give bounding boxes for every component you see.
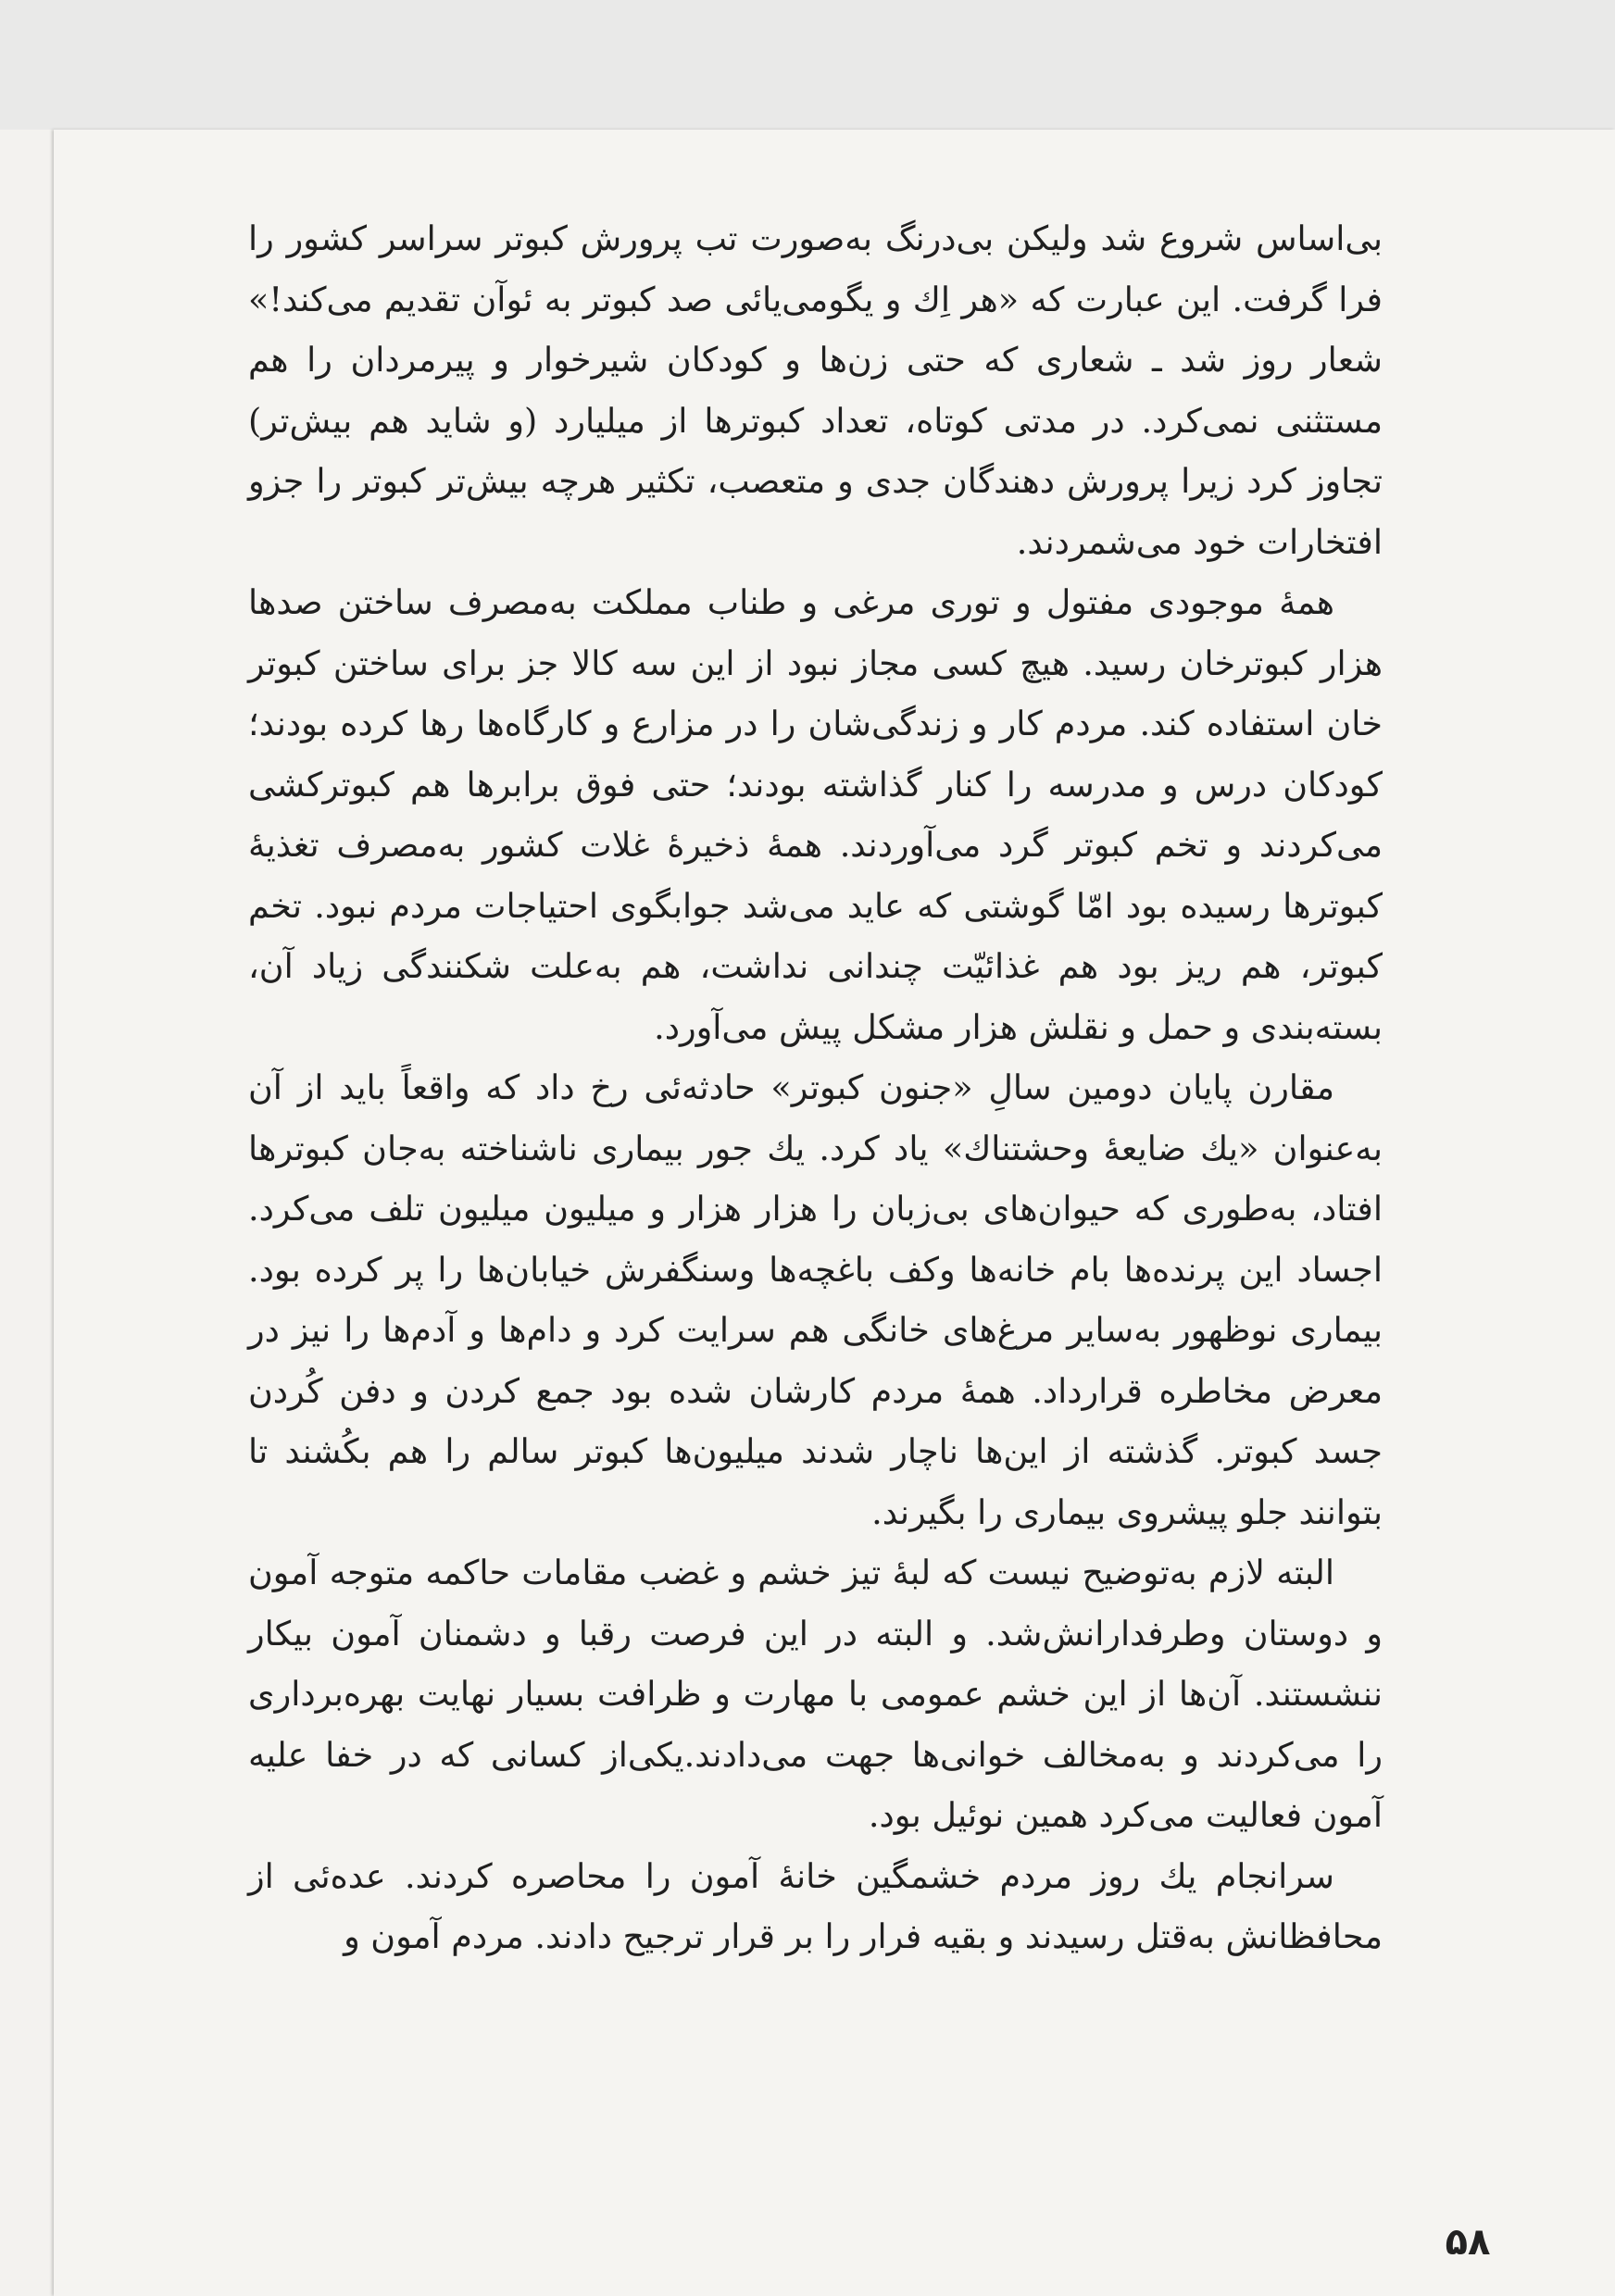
paragraph-5: سرانجام یك روز مردم خشمگین خانهٔ آمون را محاصره کردند. عده‌ئی از محافظانش به‌قتل رسیدند و بقیه فرار را بر قرار ترجیح دادند. مردم آمون و xyxy=(248,1855,1383,1956)
paragraph-2: همهٔ موجودی مفتول و توری مرغی و طناب مملکت به‌مصرف ساختن صدها هزار کبوترخان رسید. هیچ کسی مجاز نبود از این سه کالا جز برای ساختن کبوتر خان استفاده کند. مردم کار و زندگی‌شان را در مزارع و کارگاه‌ها رها کرده بودند؛ کودکان درس و مدرسه را کنار گذاشته بودند؛ حتی فوق برابرها هم کبوترکشی می‌کردند و تخم کبوتر گرد می‌آوردند. همهٔ ذخیرهٔ غلات کشور به‌مصرف تغذیهٔ کبوترها رسیده بود امّا گوشتی که عاید می‌شد جوابگوی احتیاجات مردم نبود. تخم کبوتر، هم ریز بود هم غذائیّت چندانی نداشت، هم به‌علت شکنندگی زیاد آن، بسته‌بندی و حمل و نقلش هزار مشکل پیش می‌آورد. xyxy=(248,582,1383,1047)
scan-background-strip xyxy=(0,0,1615,130)
paragraph-1: بی‌اساس شروع شد ولیکن بی‌درنگ به‌صورت تب پرورش کبوتر سراسر کشور را فرا گرفت. این عبارت که «هر اِك و یگومی‌یائی صد کبوتر به ئوآن تقدیم می‌کند!» شعار روز شد ـ شعاری که حتی زن‌ها و کودکان شیرخوار و پیرمردان را هم مستثنی نمی‌کرد. در مدتی کوتاه، تعداد کبوترها از میلیارد (و شاید هم بیش‌تر) تجاوز کرد زیرا پرورش دهندگان جدی و متعصب، تکثیر هرچه بیش‌تر کبوتر را جزو افتخارات خود می‌شمردند. xyxy=(248,218,1383,562)
body-text xyxy=(248,208,1383,2208)
page-number: ۵۸ xyxy=(1445,2221,1491,2264)
paragraph-4: البته لازم به‌توضیح نیست که لبهٔ تیز خشم و غضب مقامات حاکمه متوجه آمون و دوستان وطرفدارانش‌شد. و البته در این فرصت رقبا و دشمنان آمون بیکار ننشستند. آن‌ها از این خشم عمومی با مهارت و ظرافت بسیار نهایت بهره‌برداری را می‌کردند و به‌مخالف خوانی‌ها جهت می‌دادند.یکی‌از کسانی که در خفا علیه آمون فعالیت می‌کرد همین نوئیل بود. xyxy=(248,1553,1383,1835)
paragraph-3: مقارن پایان دومین سالِ «جنون کبوتر» حادثه‌ئی رخ داد که واقعاً باید از آن به‌عنوان «یك ضایعهٔ وحشتناك» یاد کرد. یك جور بیماری ناشناخته به‌جان کبوترها افتاد، به‌طوری که حیوان‌های بی‌زبان را هزار هزار و میلیون میلیون تلف می‌کرد. اجساد این پرنده‌ها بام خانه‌ها وکف باغچه‌ها وسنگفرش خیابان‌ها را پر کرده بود. بیماری نوظهور به‌سایر مرغ‌های خانگی هم سرایت کرد و دام‌ها و آدم‌ها را نیز در معرض مخاطره قرارداد. همهٔ مردم کارشان شده بود جمع کردن و دفن کُردن جسد کبوتر. گذشته از این‌ها ناچار شدند میلیون‌ها کبوتر سالم را هم بکُشند تا بتوانند جلو پیشروی بیماری را بگیرند. xyxy=(248,1067,1383,1532)
